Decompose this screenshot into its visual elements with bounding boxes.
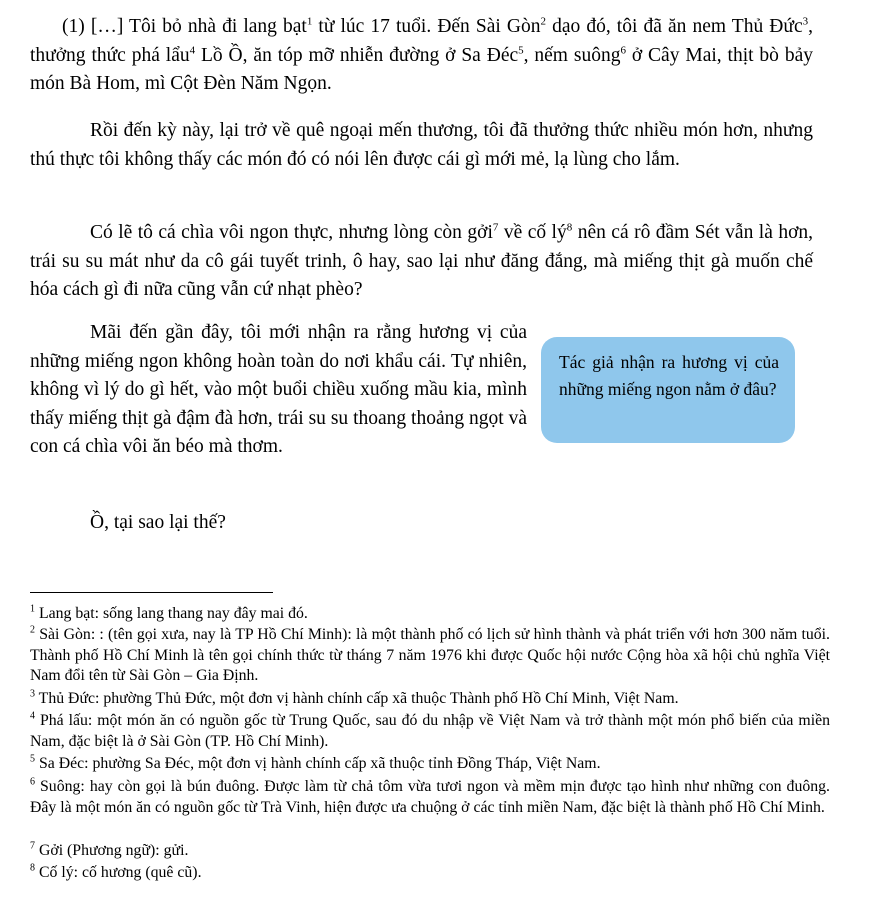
paragraph-5: Ồ, tại sao lại thế? [90, 512, 226, 533]
paragraph-3 [30, 219, 813, 305]
footnote-8 [30, 863, 830, 884]
footnote-number: 4 [30, 710, 35, 722]
footnote-number: 6 [30, 776, 35, 788]
footnote-text: Lang bạt: sống lang thang nay đây mai đó. [35, 605, 308, 622]
paragraph-2: Rồi đến kỳ này, lại trở về quê ngoại mến thương, tôi đã thưởng thức nhiều món hơn, nhưng thú thực tôi không thấy các món đó có nói lên được cái gì mới mẻ, lạ lùng cho lắm. [30, 120, 813, 170]
footnote-ref-7: 7 [492, 221, 499, 234]
footnote-ref-3: 3 [802, 15, 809, 28]
footnote-divider [30, 592, 273, 593]
p1-text: Lồ Ồ, ăn tóp mỡ nhiễn đường ở Sa Đéc [195, 44, 519, 66]
footnote-ref-1: 1 [306, 15, 313, 28]
p3-text: về cố lý [498, 222, 567, 243]
p1-text: , thưởng thức phá lẩu [30, 16, 813, 66]
paragraph-4: Mãi đến gần đây, tôi mới nhận ra rằng hương vị của những miếng ngon không hoàn toàn do nơi khẩu cái. Tự nhiên, không vì lý do gì hết, vào một buổi chiều xuống mầu kia, mình thấy miếng thịt gà đậm đà hơn, trái su su thoang thoảng ngọt và con cá chìa vôi ăn béo mà thơm. [30, 322, 527, 457]
footnote-7 [30, 841, 830, 862]
footnote-6 [30, 777, 830, 818]
footnote-ref-8: 8 [566, 221, 573, 234]
footnote-text: Phá lấu: một món ăn có nguồn gốc từ Trung Quốc, sau đó du nhập về Việt Nam và trở thành một món phổ biến của miền Nam, đặc biệt là ở Sài Gòn (TP. Hồ Chí Minh). [30, 712, 830, 750]
footnote-number: 8 [30, 862, 35, 874]
footnote-text: Sa Đéc: phường Sa Đéc, một đơn vị hành chính cấp xã thuộc tỉnh Đồng Tháp, Việt Nam. [35, 755, 601, 772]
question-callout [541, 337, 795, 443]
footnote-number: 3 [30, 688, 35, 700]
callout-question: Tác giả nhận ra hương vị của những miếng ngon nằm ở đâu? [559, 352, 779, 399]
footnote-number: 5 [30, 753, 35, 765]
footnote-text: Gởi (Phương ngữ): gửi. [35, 842, 189, 859]
footnote-ref-6: 6 [620, 44, 626, 56]
footnote-ref-4: 4 [189, 44, 196, 56]
footnote-3 [30, 689, 830, 710]
p1-text: , nếm suông [523, 44, 621, 66]
p1-text: dạo đó, tôi đã ăn nem Thủ Đức [546, 16, 803, 37]
footnote-text: Cố lý: cố hương (quê cũ). [35, 864, 202, 881]
footnote-number: 1 [30, 603, 35, 615]
p3-text: nên cá rô đầm Sét vẫn là hơn, trái su su mát như da cô gái tuyết trinh, ô hay, sao lại như đăng đắng, mà miếng thịt gà muốn chế hóa cách gì đi nữa cũng vẫn cứ nhạt phèo? [30, 222, 814, 300]
footnote-ref-2: 2 [540, 15, 546, 28]
p1-text: (1) […] Tôi bỏ nhà đi lang bạt [62, 16, 307, 37]
footnote-5 [30, 754, 830, 775]
footnote-number: 2 [30, 624, 35, 636]
footnote-text: Sài Gòn: : (tên gọi xưa, nay là TP Hồ Chí Minh): là một thành phố có lịch sử hình thành và phát triển với hơn 300 năm tuổi. Thành phố Hồ Chí Minh là tên gọi chính thức từ tháng 7 năm 1976 khi được Quốc hội nước Cộng hòa xã hội chủ nghĩa Việt Nam đổi tên từ Sài Gòn – Gia Định. [30, 626, 830, 684]
footnote-2 [30, 625, 830, 687]
p1-text: từ lúc 17 tuổi. Đến Sài Gòn [312, 16, 541, 37]
paragraph-1 [30, 13, 813, 99]
footnote-number: 7 [30, 840, 35, 852]
p3-text: Có lẽ tô cá chìa vôi ngon thực, nhưng lòng còn gởi [90, 222, 493, 243]
footnote-4 [30, 711, 830, 752]
footnote-text: Suông: hay còn gọi là bún đuông. Được làm từ chả tôm vừa tươi ngon và mềm mịn được tạo hình như những con đuông. Đây là một món ăn có nguồn gốc từ Trà Vinh, hiện được ưa chuộng ở các tỉnh miền Nam, đặc biệt là thành phố Hồ Chí Minh. [30, 778, 830, 816]
p1-text: ở Cây Mai, thịt bò bảy món Bà Hom, mì Cột Đèn Năm Ngọn. [30, 44, 813, 94]
footnote-text: Thủ Đức: phường Thủ Đức, một đơn vị hành chính cấp xã thuộc Thành phố Hồ Chí Minh, Việt Nam. [35, 690, 679, 707]
footnote-ref-5: 5 [518, 44, 524, 56]
footnote-1 [30, 604, 830, 625]
